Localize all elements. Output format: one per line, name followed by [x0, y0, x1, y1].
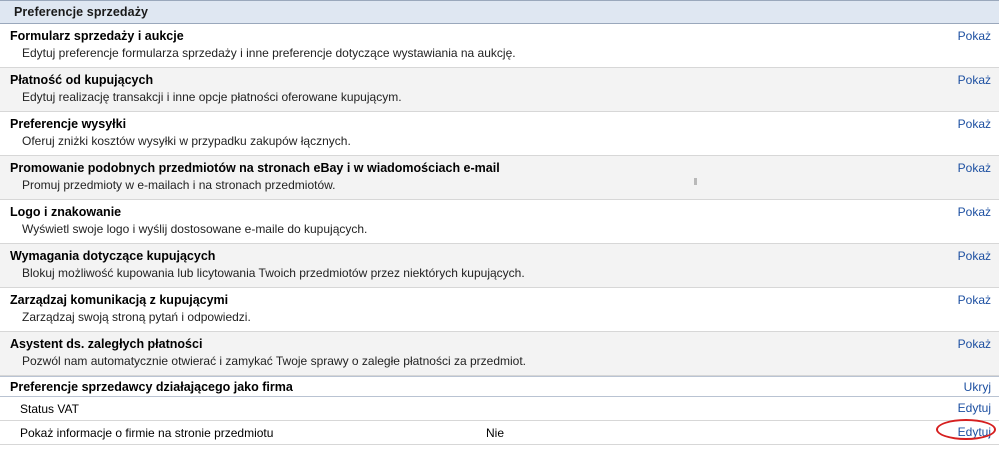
- table-row-vat-status: [0, 397, 999, 421]
- section-description: Oferuj zniżki kosztów wysyłki w przypadku zakupów łącznych.: [22, 134, 351, 148]
- business-seller-header: [0, 376, 999, 397]
- section-description: Promuj przedmioty w e-mailach i na stronach przedmiotów.: [22, 178, 336, 192]
- section-logo-branding: [0, 200, 999, 244]
- section-unpaid-item-assistant: [0, 332, 999, 376]
- show-link-unpaid-item-assistant[interactable]: Pokaż: [957, 337, 991, 351]
- show-link-selling-form[interactable]: Pokaż: [957, 29, 991, 43]
- show-link-shipping-preferences[interactable]: Pokaż: [957, 117, 991, 131]
- section-title: Asystent ds. zaległych płatności: [10, 337, 203, 351]
- section-title: Zarządzaj komunikacją z kupującymi: [10, 293, 229, 307]
- panel-header: [0, 0, 999, 24]
- section-selling-form: [0, 24, 999, 68]
- section-title: Promowanie podobnych przedmiotów na stronach eBay i w wiadomościach e-mail: [10, 161, 500, 175]
- section-description: Zarządzaj swoją stroną pytań i odpowiedzi.: [22, 310, 251, 324]
- hide-link-business-seller[interactable]: Ukryj: [963, 380, 991, 394]
- section-description: Wyświetl swoje logo i wyślij dostosowane e-maile do kupujących.: [22, 222, 368, 236]
- page-title: Preferencje sprzedaży: [14, 5, 149, 19]
- show-link-logo-branding[interactable]: Pokaż: [957, 205, 991, 219]
- section-promote-items: [0, 156, 999, 200]
- edit-link-vat-status[interactable]: Edytuj: [957, 401, 991, 415]
- section-buyer-payment: [0, 68, 999, 112]
- section-title: Logo i znakowanie: [10, 205, 122, 219]
- show-link-promote-items[interactable]: Pokaż: [957, 161, 991, 175]
- row-label: Status VAT: [20, 401, 79, 416]
- section-description: Blokuj możliwość kupowania lub licytowania Twoich przedmiotów przez niektórych kupujących.: [22, 266, 525, 280]
- section-buyer-requirements: [0, 244, 999, 288]
- section-description: Edytuj preferencje formularza sprzedaży i inne preferencje dotyczące wystawiania na aukcję.: [22, 46, 516, 60]
- cursor-artifact: [694, 178, 697, 185]
- business-seller-title: Preferencje sprzedawcy działającego jako firma: [10, 379, 293, 394]
- row-label: Pokaż informacje o firmie na stronie przedmiotu: [20, 425, 274, 440]
- section-description: Pozwól nam automatycznie otwierać i zamykać Twoje sprawy o zaległe płatności za przedmiot.: [22, 354, 526, 368]
- show-link-buyer-payment[interactable]: Pokaż: [957, 73, 991, 87]
- table-row-show-business-info: [0, 421, 999, 445]
- row-value: Nie: [486, 425, 505, 440]
- edit-link-show-business-info[interactable]: Edytuj: [957, 425, 991, 439]
- section-title: Preferencje wysyłki: [10, 117, 127, 131]
- section-description: Edytuj realizację transakcji i inne opcje płatności oferowane kupującym.: [22, 90, 402, 104]
- page-bottom-filler: [0, 445, 999, 455]
- section-shipping-preferences: [0, 112, 999, 156]
- section-title: Formularz sprzedaży i aukcje: [10, 29, 184, 43]
- section-title: Płatność od kupujących: [10, 73, 154, 87]
- section-buyer-communication: [0, 288, 999, 332]
- section-title: Wymagania dotyczące kupujących: [10, 249, 216, 263]
- show-link-buyer-requirements[interactable]: Pokaż: [957, 249, 991, 263]
- show-link-buyer-communication[interactable]: Pokaż: [957, 293, 991, 307]
